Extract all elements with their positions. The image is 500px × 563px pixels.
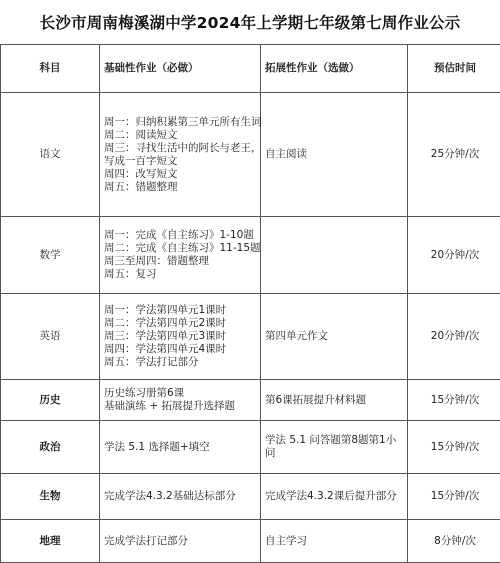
time-cell: 20分钟/次 (408, 294, 500, 380)
table-row (1, 421, 500, 474)
time-cell: 15分钟/次 (408, 474, 500, 520)
table-row (1, 294, 500, 380)
subject-cell: 历史 (1, 380, 100, 421)
header-row (1, 45, 500, 93)
basic-line: 周三：寻找生活中的阿长与老王， (104, 142, 256, 155)
subject-cell: 政治 (1, 421, 100, 474)
subject-cell: 语文 (1, 93, 100, 217)
basic-line: 周二：完成《自主练习》11-15题 (104, 242, 256, 255)
page-title: 长沙市周南梅溪湖中学2024年上学期七年级第七周作业公示 (0, 0, 500, 44)
basic-cell (100, 294, 261, 380)
basic-line: 周二：学法第四单元2课时 (104, 317, 256, 330)
extended-cell: 学法 5.1 问答题第8题第1小问 (261, 421, 408, 474)
time-cell: 25分钟/次 (408, 93, 500, 217)
basic-line: 周三至周四：错题整理 (104, 255, 256, 268)
basic-cell (100, 520, 261, 563)
time-cell: 8分钟/次 (408, 520, 500, 563)
basic-cell (100, 421, 261, 474)
extended-cell: 第四单元作文 (261, 294, 408, 380)
extended-cell: 第6课拓展提升材料题 (261, 380, 408, 421)
basic-line: 周一：完成《自主练习》1-10题 (104, 229, 256, 242)
basic-line: 基础演练 + 拓展提升选择题 (104, 400, 256, 413)
basic-line: 完成学法打记部分 (104, 535, 256, 548)
table-row (1, 474, 500, 520)
basic-cell (100, 217, 261, 294)
basic-line: 历史练习册第6课 (104, 387, 256, 400)
subject-cell: 地理 (1, 520, 100, 563)
basic-line: 学法 5.1 选择题+填空 (104, 441, 256, 454)
table-row (1, 93, 500, 217)
header-extended: 拓展性作业（选做） (261, 45, 408, 93)
subject-cell: 数学 (1, 217, 100, 294)
basic-line: 周二：阅读短文 (104, 129, 256, 142)
basic-cell (100, 93, 261, 217)
time-cell: 15分钟/次 (408, 421, 500, 474)
basic-line: 周一：学法第四单元1课时 (104, 304, 256, 317)
basic-line: 周四：改写短文 (104, 168, 256, 181)
time-cell: 20分钟/次 (408, 217, 500, 294)
table-row (1, 520, 500, 563)
basic-cell (100, 380, 261, 421)
time-cell: 15分钟/次 (408, 380, 500, 421)
extended-cell: 自主阅读 (261, 93, 408, 217)
table-row (1, 217, 500, 294)
basic-cell (100, 474, 261, 520)
subject-cell: 生物 (1, 474, 100, 520)
extended-cell: 自主学习 (261, 520, 408, 563)
basic-line: 周一：归纳积累第三单元所有生词 (104, 116, 256, 129)
extended-cell: 完成学法4.3.2课后提升部分 (261, 474, 408, 520)
basic-line: 写成一百字短文 (104, 155, 256, 168)
basic-line: 完成学法4.3.2基础达标部分 (104, 490, 256, 503)
basic-line: 周三：学法第四单元3课时 (104, 330, 256, 343)
basic-line: 周五：学法打记部分 (104, 356, 256, 369)
homework-table (0, 44, 500, 563)
basic-line: 周五：错题整理 (104, 181, 256, 194)
header-subject: 科目 (1, 45, 100, 93)
basic-line: 周五：复习 (104, 268, 256, 281)
table-row (1, 380, 500, 421)
header-basic: 基础性作业（必做） (100, 45, 261, 93)
extended-cell (261, 217, 408, 294)
header-time: 预估时间 (408, 45, 500, 93)
basic-line: 周四：学法第四单元4课时 (104, 343, 256, 356)
subject-cell: 英语 (1, 294, 100, 380)
